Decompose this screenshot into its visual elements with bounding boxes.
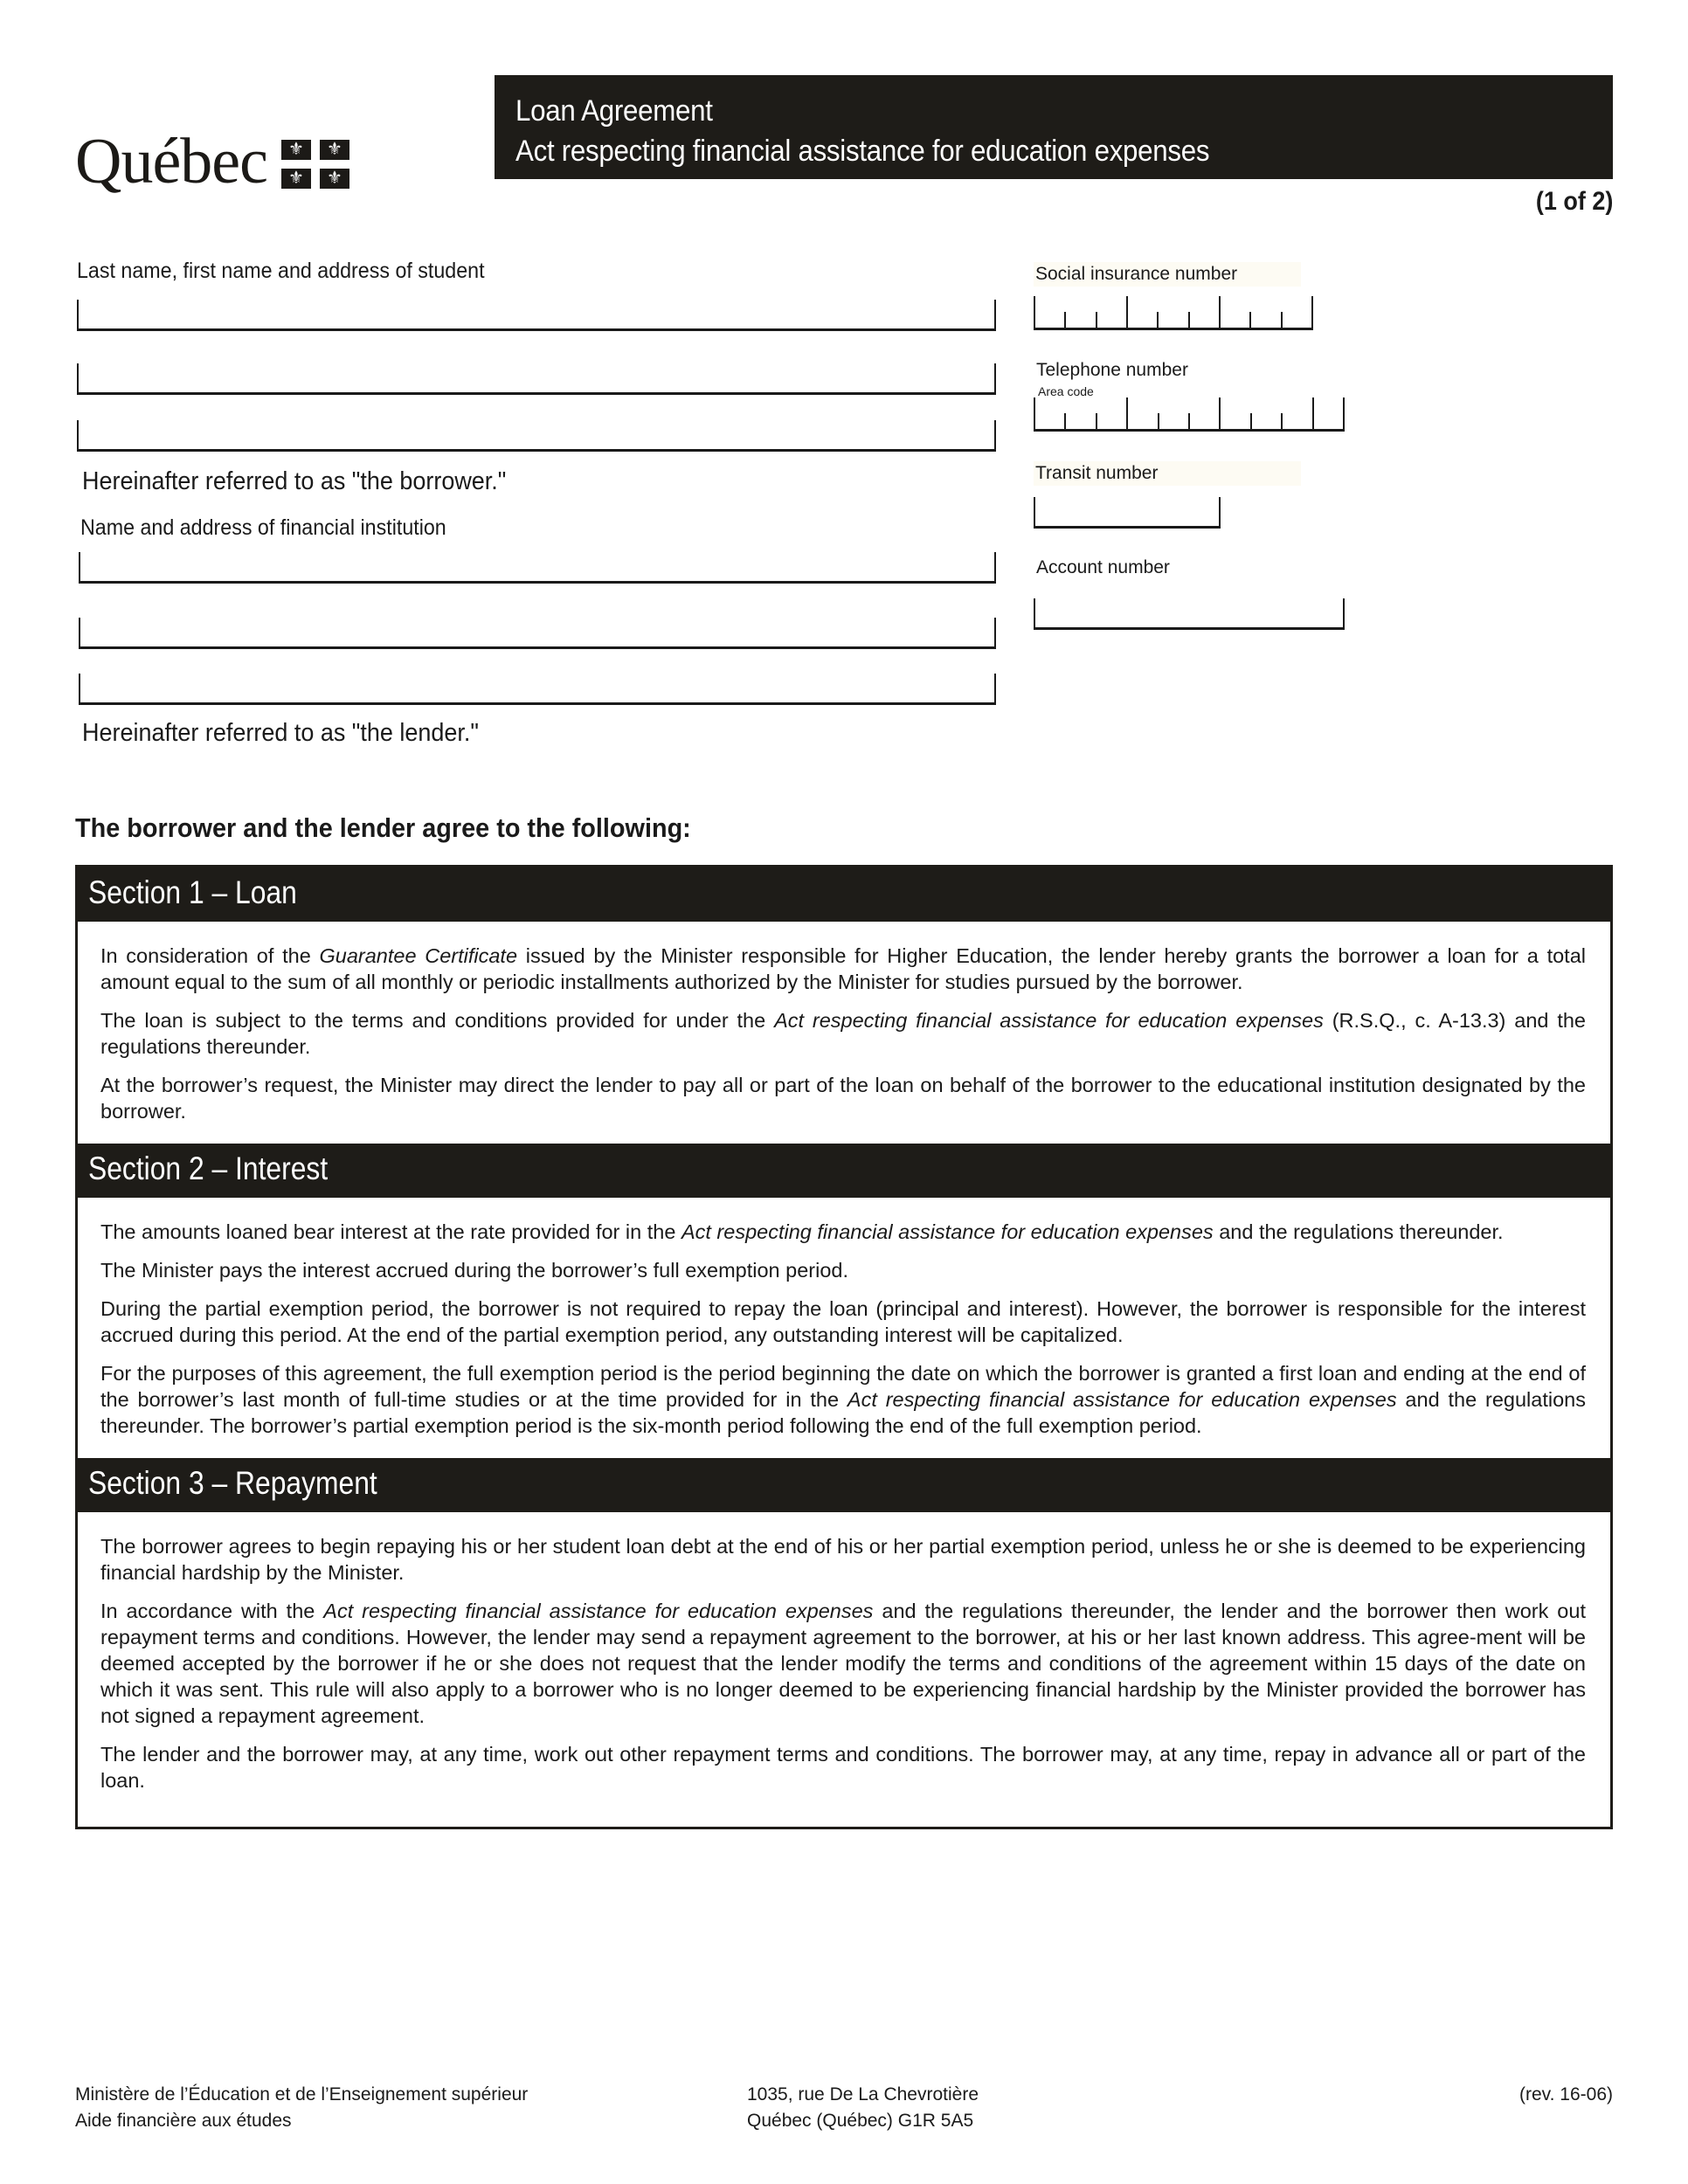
section-heading: Section 2 – Interest bbox=[78, 1144, 1610, 1198]
section-body bbox=[78, 1512, 1610, 1813]
digit-separator bbox=[1219, 397, 1221, 429]
student-line-1[interactable] bbox=[77, 300, 996, 331]
digit-separator bbox=[1064, 312, 1066, 328]
transit-label: Transit number bbox=[1034, 461, 1301, 486]
italic-title: Act respecting financial assistance for education expenses bbox=[847, 1388, 1397, 1411]
section-body bbox=[78, 922, 1610, 1144]
digit-separator bbox=[1157, 312, 1159, 328]
italic-title: Guarantee Certificate bbox=[319, 944, 518, 967]
footer-address-line-2: Québec (Québec) G1R 5A5 bbox=[747, 2111, 974, 2131]
telephone-label: Telephone number bbox=[1036, 360, 1188, 380]
student-line-3[interactable] bbox=[77, 420, 996, 452]
section-paragraph: At the borrower’s request, the Minister may direct the lender to pay all or part of the loan on behalf of the borrower to the educational institution designated by the borrower. bbox=[100, 1074, 1586, 1123]
quebec-logo bbox=[75, 122, 349, 201]
section-paragraph: For the purposes of this agreement, the full exemption period is the period beginning the date on which the borrower is granted a first loan and ending at the end of the borrower’s last month of full-time studies or at the time provided for in the Act respecting financial assistance for education expenses and the regulations thereunder. The borrower’s partial exemption period is the six-month period following the end of the full exemption period. bbox=[100, 1362, 1586, 1437]
borrower-referral-text: Hereinafter referred to as "the borrower." bbox=[82, 467, 507, 495]
logo-wordmark: Québec bbox=[75, 126, 267, 197]
account-number-field[interactable] bbox=[1034, 598, 1345, 630]
agreement-heading: The borrower and the lender agree to the following: bbox=[75, 812, 691, 843]
footer-revision: (rev. 16-06) bbox=[1519, 2084, 1613, 2105]
form-title: Loan Agreement bbox=[515, 94, 713, 128]
section-heading: Section 1 – Loan bbox=[78, 867, 1610, 922]
italic-title: Act respecting financial assistance for education expenses bbox=[681, 1220, 1214, 1243]
form-title-bar bbox=[495, 75, 1613, 179]
italic-title: Act respecting financial assistance for education expenses bbox=[323, 1600, 874, 1622]
digit-separator bbox=[1034, 397, 1035, 429]
section-heading: Section 3 – Repayment bbox=[78, 1458, 1610, 1512]
footer-ministry bbox=[75, 2082, 528, 2134]
student-label: Last name, first name and address of student bbox=[77, 259, 485, 283]
digit-separator bbox=[1034, 296, 1035, 328]
agreement-sections bbox=[75, 865, 1613, 1829]
transit-number-field[interactable] bbox=[1034, 497, 1221, 529]
section-paragraph: In accordance with the Act respecting financial assistance for education expenses and the regulations thereunder, the lender and the borrower then work out repayment terms and conditions. However, the lender may send a repayment agreement to the borrower, at his or her last known address. This agree-ment will be deemed accepted by the borrower if he or she does not request that the lender modify the terms and conditions of the agreement within 15 days of the date on which it was sent. This rule will also apply to a borrower who is no longer deemed to be experiencing financial hardship by the Minister provided the borrower has not signed a repayment agreement. bbox=[100, 1600, 1586, 1727]
form-subtitle: Act respecting financial assistance for education expenses bbox=[515, 135, 1210, 168]
digit-separator bbox=[1158, 413, 1159, 429]
fleur-de-lis-icon: ⚜ bbox=[320, 140, 349, 160]
footer-address-line-1: 1035, rue De La Chevrotière bbox=[747, 2084, 979, 2105]
institution-label: Name and address of financial institution bbox=[80, 515, 446, 540]
area-code-label: Area code bbox=[1038, 384, 1094, 398]
footer-ministry-line-2: Aide financière aux études bbox=[75, 2111, 292, 2131]
digit-separator bbox=[1219, 296, 1221, 328]
institution-line-1[interactable] bbox=[79, 552, 996, 584]
digit-separator bbox=[1311, 296, 1313, 328]
italic-title: Act respecting financial assistance for education expenses bbox=[774, 1009, 1324, 1032]
telephone-field[interactable] bbox=[1034, 400, 1345, 432]
digit-separator bbox=[1096, 413, 1097, 429]
section-body bbox=[78, 1198, 1610, 1458]
account-label: Account number bbox=[1036, 557, 1170, 577]
page-count: (1 of 2) bbox=[1535, 187, 1613, 216]
digit-separator bbox=[1126, 397, 1128, 429]
section-paragraph: The amounts loaned bear interest at the rate provided for in the Act respecting financial assistance for education expenses and the regulations thereunder. bbox=[100, 1220, 1504, 1243]
lender-referral-text: Hereinafter referred to as "the lender." bbox=[82, 719, 479, 747]
section-loan bbox=[78, 867, 1610, 1144]
digit-separator bbox=[1343, 397, 1345, 429]
digit-separator bbox=[1188, 413, 1190, 429]
section-paragraph: The borrower agrees to begin repaying his or her student loan debt at the end of his or her partial exemption period, unless he or she is deemed to be experiencing financial hardship by the Minister. bbox=[100, 1535, 1586, 1584]
digit-separator bbox=[1281, 413, 1283, 429]
sin-label: Social insurance number bbox=[1034, 262, 1301, 287]
digit-separator bbox=[1126, 296, 1128, 328]
section-paragraph: The loan is subject to the terms and conditions provided for under the Act respecting financial assistance for education expenses (R.S.Q., c. A-13.3) and the regulations thereunder. bbox=[100, 1009, 1586, 1058]
footer-ministry-line-1: Ministère de l’Éducation et de l’Enseignement supérieur bbox=[75, 2084, 529, 2105]
digit-separator bbox=[1188, 312, 1190, 328]
digit-separator bbox=[1249, 312, 1251, 328]
section-paragraph: During the partial exemption period, the borrower is not required to repay the loan (principal and interest). However, the borrower is responsible for the interest accrued during this period. At the end of the partial exemption period, any outstanding interest will be capitalized. bbox=[100, 1297, 1586, 1346]
institution-line-2[interactable] bbox=[79, 618, 996, 649]
institution-line-3[interactable] bbox=[79, 674, 996, 705]
fleur-de-lis-flag-icon bbox=[281, 140, 349, 189]
section-interest bbox=[78, 1144, 1610, 1458]
digit-separator bbox=[1312, 397, 1314, 429]
digit-separator bbox=[1250, 413, 1252, 429]
section-repayment bbox=[78, 1458, 1610, 1813]
footer-address bbox=[747, 2082, 979, 2134]
student-line-2[interactable] bbox=[77, 363, 996, 395]
fleur-de-lis-icon: ⚜ bbox=[281, 140, 311, 160]
sin-field[interactable] bbox=[1034, 299, 1313, 330]
digit-separator bbox=[1096, 312, 1097, 328]
section-paragraph: In consideration of the Guarantee Certificate issued by the Minister responsible for Higher Education, the lender hereby grants the borrower a loan for a total amount equal to the sum of all monthly or periodic installments authorized by the Minister for studies pursued by the borrower. bbox=[100, 944, 1586, 993]
digit-separator bbox=[1064, 413, 1066, 429]
section-paragraph: The lender and the borrower may, at any time, work out other repayment terms and conditions. The borrower may, at any time, repay in advance all or part of the loan. bbox=[100, 1743, 1586, 1792]
digit-separator bbox=[1281, 312, 1283, 328]
fleur-de-lis-icon: ⚜ bbox=[281, 169, 311, 189]
section-paragraph: The Minister pays the interest accrued during the borrower’s full exemption period. bbox=[100, 1259, 849, 1282]
fleur-de-lis-icon: ⚜ bbox=[320, 169, 349, 189]
